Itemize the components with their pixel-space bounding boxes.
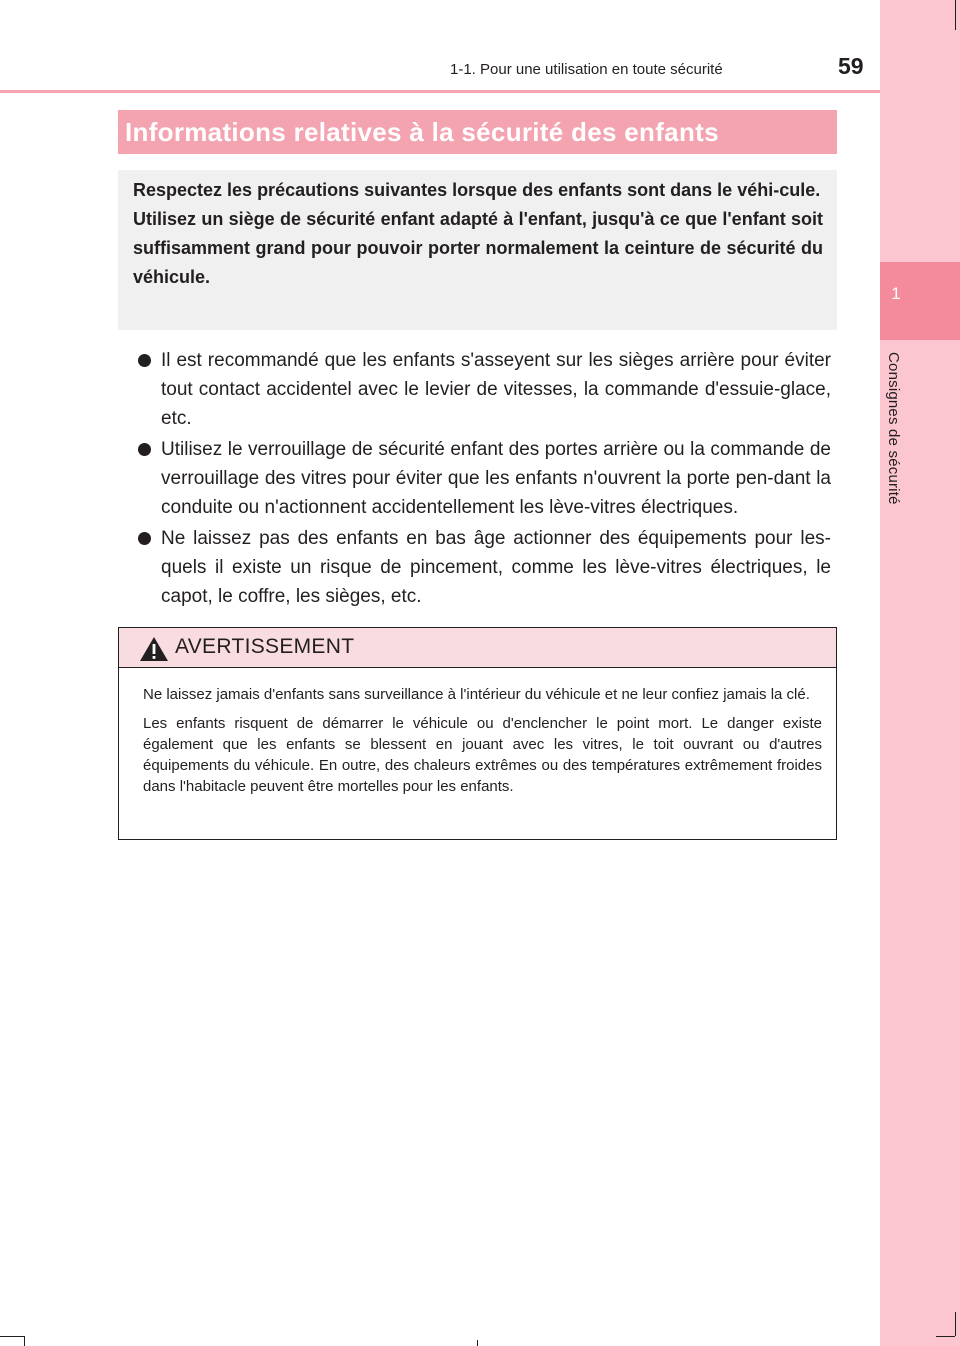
bullet-dot-icon (138, 443, 151, 456)
header-divider (0, 90, 880, 93)
crop-mark (477, 1340, 478, 1346)
warning-triangle-icon (139, 636, 169, 662)
crop-mark (0, 1336, 24, 1337)
section-title: Informations relatives à la sécurité des enfants (118, 110, 837, 154)
intro-paragraph: Utilisez un siège de sécurité enfant adapté à l'enfant, jusqu'à ce que l'enfant soit suffisamment grand pour pouvoir porter normalement la ceinture de sécurité du véhicule. (133, 209, 823, 287)
list-item (134, 346, 831, 433)
crop-mark (955, 1312, 956, 1336)
bullet-text: Ne laissez pas des enfants en bas âge actionner des équipements pour les-quels il existe un risque de pincement, comme les lève-vitres électriques, le capot, le coffre, les sièges, etc. (161, 528, 831, 607)
bullet-text: Utilisez le verrouillage de sécurité enfant des portes arrière ou la commande de verrouillage des vitres pour éviter que les enfants n'ouvrent la porte pen-dant la conduite ou n'actionnent accidentellement les lève-vitres électriques. (161, 439, 831, 518)
intro-box (118, 170, 837, 330)
list-item (134, 435, 831, 522)
warning-paragraph: Ne laissez jamais d'enfants sans surveillance à l'intérieur du véhicule et ne leur confiez jamais la clé. (143, 686, 810, 703)
warning-title: AVERTISSEMENT (175, 635, 355, 658)
crop-mark (24, 1336, 25, 1346)
chapter-number: 1 (891, 284, 901, 303)
list-item (134, 524, 831, 611)
warning-body (119, 668, 836, 797)
bullet-list (134, 346, 831, 613)
warning-header (119, 628, 836, 668)
page-number: 59 (838, 53, 864, 79)
warning-box (118, 627, 837, 840)
bullet-dot-icon (138, 532, 151, 545)
running-header: 1-1. Pour une utilisation en toute sécurité (450, 61, 723, 78)
chapter-label: Consignes de sécurité (885, 352, 902, 505)
crop-mark (955, 0, 956, 30)
crop-mark (936, 1336, 955, 1337)
intro-paragraph: Respectez les précautions suivantes lorsque des enfants sont dans le véhi-cule. (133, 180, 821, 200)
chapter-sidebar (880, 0, 960, 1346)
bullet-text: Il est recommandé que les enfants s'asseyent sur les sièges arrière pour éviter tout contact accidentel avec le levier de vitesses, la commande d'essuie-glace, etc. (161, 350, 831, 429)
warning-paragraph: Les enfants risquent de démarrer le véhicule ou d'enclencher le point mort. Le danger existe également que les enfants se blessent en jouant avec les vitres, le toit ouvrant ou d'autres équipements du véhicule. En outre, des chaleurs extrêmes ou des températures extrêmement froides dans l'habitacle peuvent être mortelles pour les enfants. (143, 715, 822, 795)
bullet-dot-icon (138, 354, 151, 367)
